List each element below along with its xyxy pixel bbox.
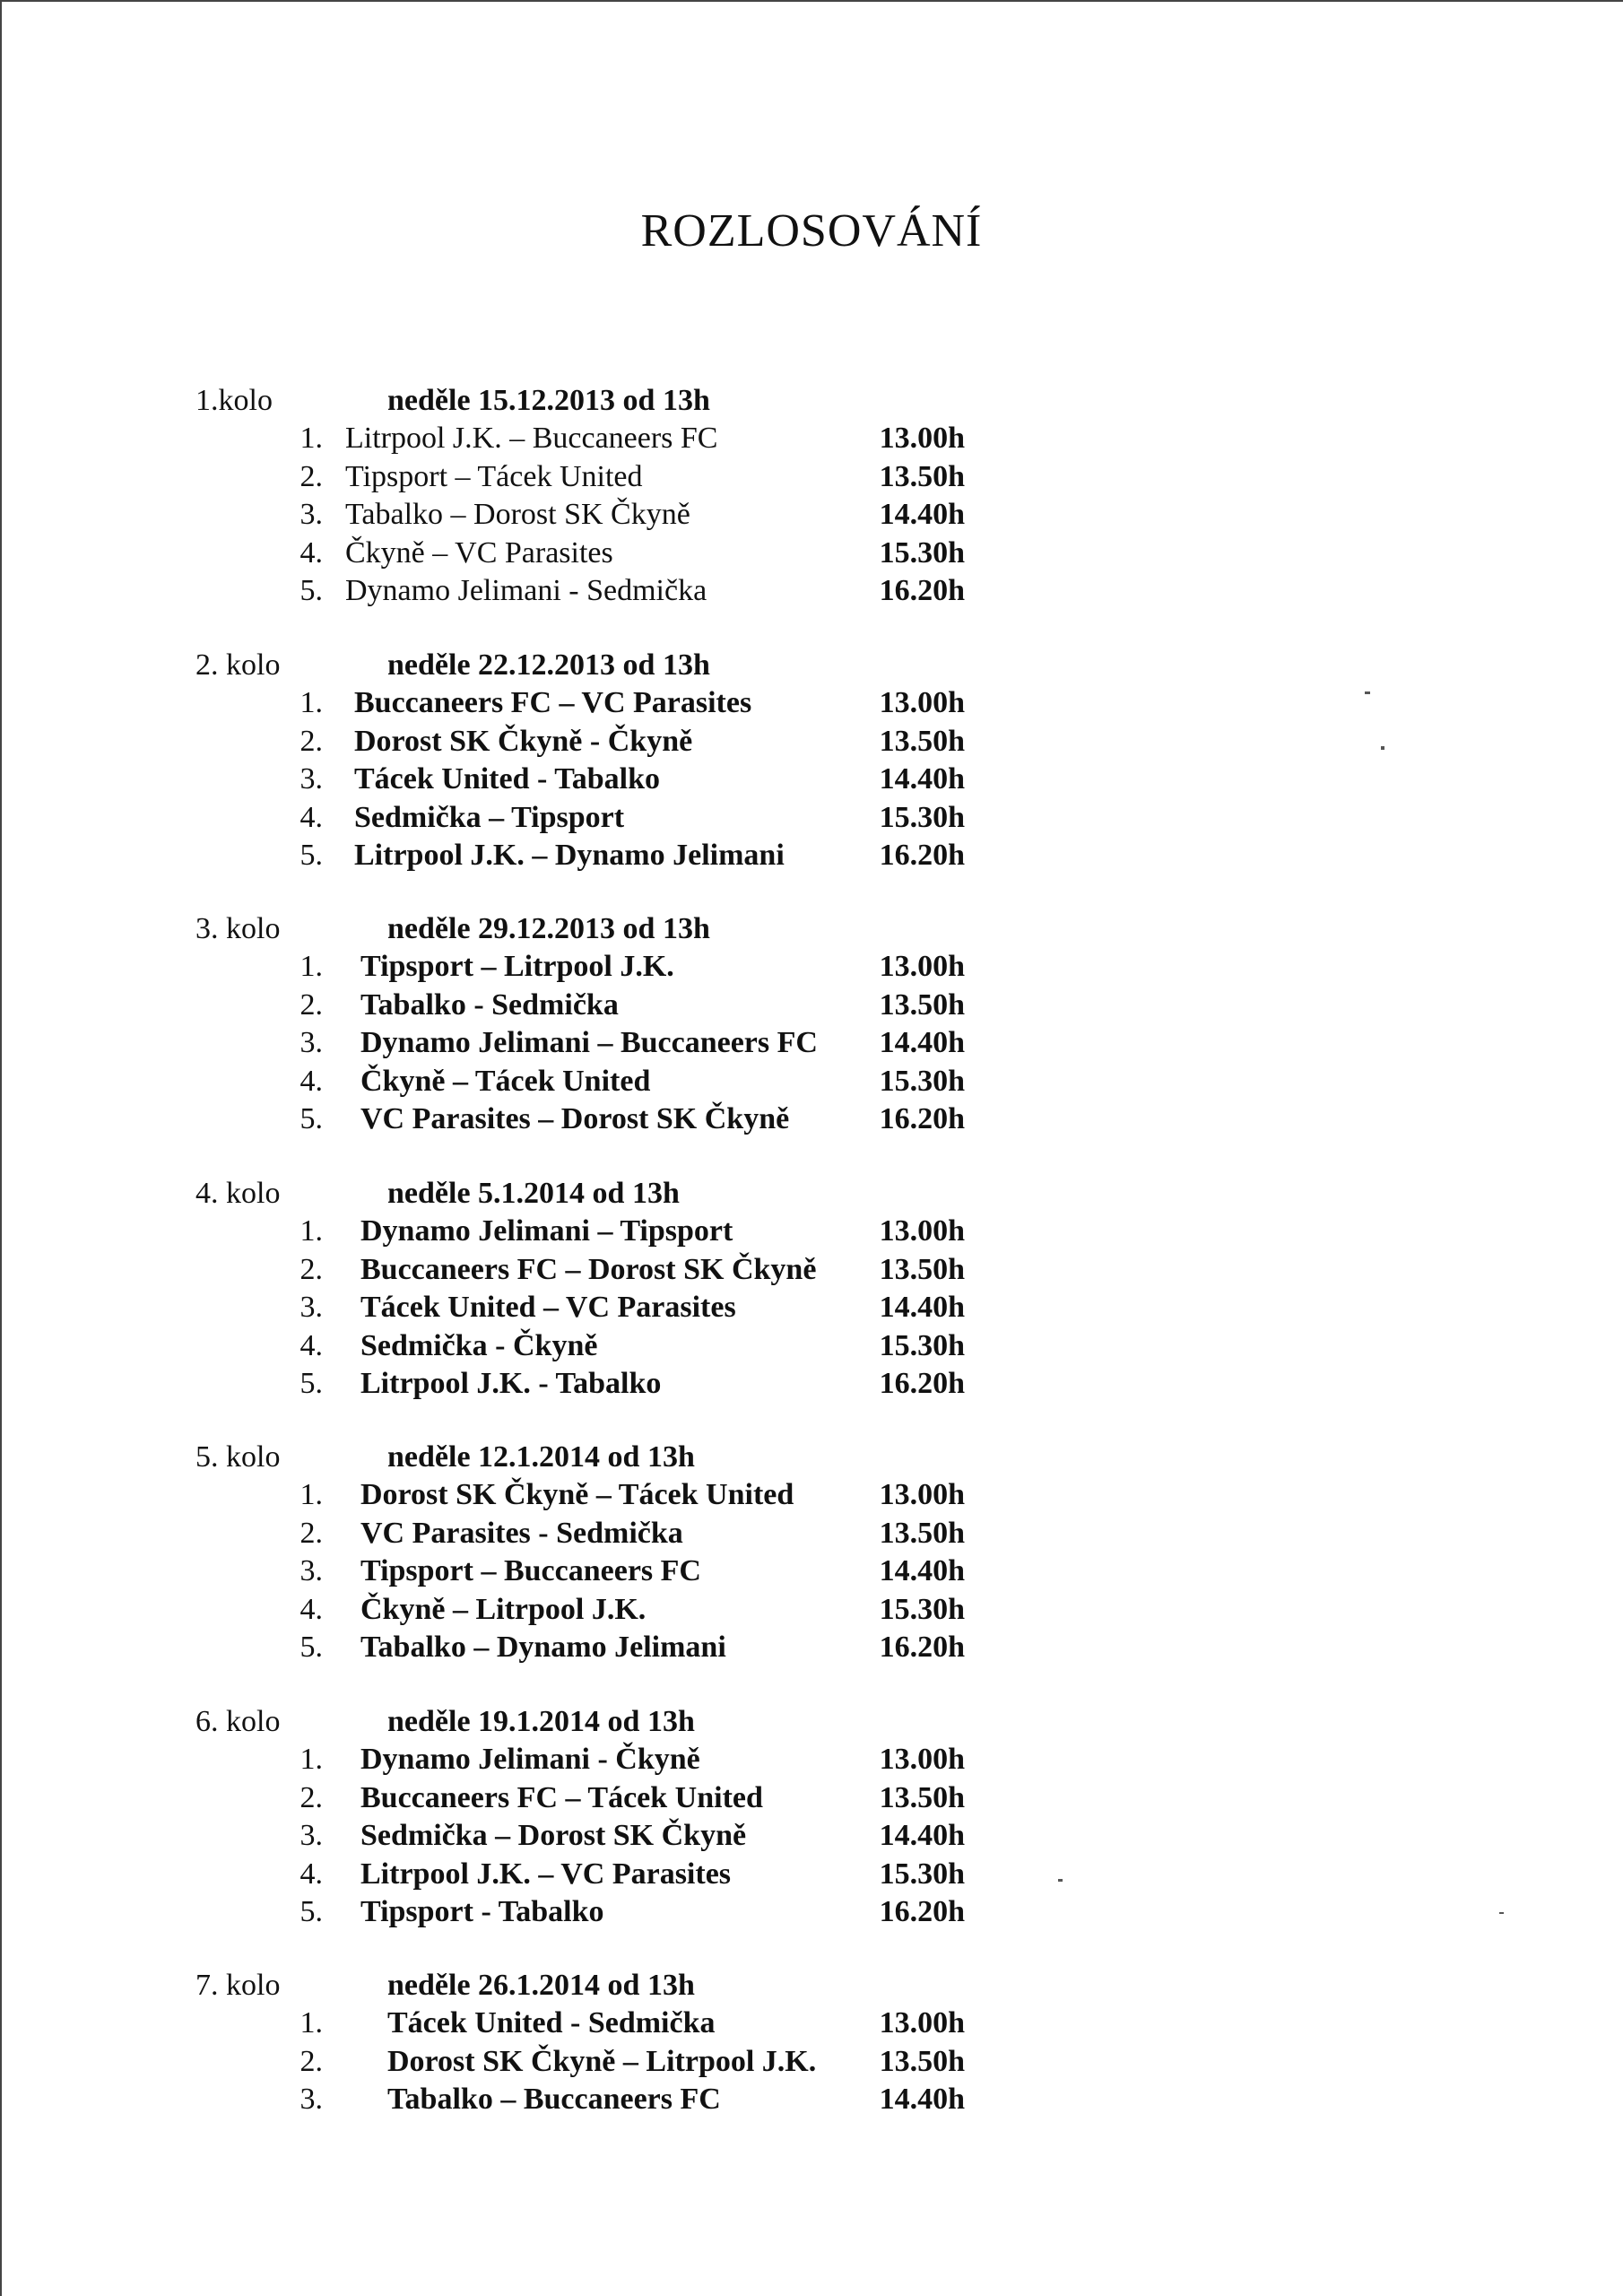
match-row — [0, 950, 1623, 988]
match-teams: Tipsport – Buccaneers FC — [360, 1554, 701, 1587]
match-number: 4. — [299, 800, 323, 834]
match-row — [0, 839, 1623, 877]
match-time: 16.20h — [879, 1367, 965, 1400]
match-teams: Tipsport - Tabalko — [360, 1895, 604, 1928]
match-number: 3. — [299, 498, 323, 531]
match-time: 15.30h — [879, 1857, 965, 1891]
round-label: 6. kolo — [195, 1705, 281, 1738]
match-time: 14.40h — [879, 1819, 965, 1852]
round-header — [0, 1440, 1623, 1478]
match-time: 13.50h — [879, 459, 965, 493]
scan-speck — [1499, 1912, 1504, 1914]
match-number: 1. — [299, 422, 323, 455]
round-date: neděle 19.1.2014 od 13h — [387, 1705, 695, 1738]
match-time: 13.50h — [879, 724, 965, 758]
match-teams: Tipsport – Litrpool J.K. — [360, 950, 674, 983]
round-label: 4. kolo — [195, 1177, 281, 1210]
match-row — [0, 762, 1623, 801]
match-row — [0, 1102, 1623, 1141]
match-time: 14.40h — [879, 1554, 965, 1587]
round-block — [0, 648, 1623, 877]
match-number: 3. — [299, 1026, 323, 1059]
match-teams: Tabalko – Buccaneers FC — [387, 2083, 721, 2116]
match-number: 1. — [299, 1478, 323, 1511]
match-number: 2. — [299, 2044, 323, 2078]
match-time: 13.00h — [879, 686, 965, 719]
match-number: 1. — [299, 1743, 323, 1776]
match-row — [0, 1593, 1623, 1631]
round-block — [0, 384, 1623, 613]
match-time: 15.30h — [879, 535, 965, 570]
match-number: 4. — [299, 1328, 323, 1362]
match-time: 16.20h — [879, 1102, 965, 1135]
round-header — [0, 648, 1623, 686]
match-teams: Dorost SK Čkyně - Čkyně — [354, 724, 693, 758]
match-teams: Tabalko – Dynamo Jelimani — [360, 1631, 726, 1664]
match-row — [0, 498, 1623, 536]
match-number: 3. — [299, 762, 323, 796]
round-block — [0, 1177, 1623, 1405]
match-time: 14.40h — [879, 762, 965, 796]
match-time: 13.00h — [879, 1478, 965, 1511]
round-label: 5. kolo — [195, 1440, 281, 1474]
match-row — [0, 1253, 1623, 1292]
match-time: 13.00h — [879, 1743, 965, 1776]
match-time: 14.40h — [879, 498, 965, 531]
match-row — [0, 686, 1623, 725]
match-number: 4. — [299, 1857, 323, 1891]
match-row — [0, 1895, 1623, 1934]
match-teams: VC Parasites - Sedmička — [360, 1516, 683, 1550]
match-time: 13.00h — [879, 950, 965, 983]
match-time: 16.20h — [879, 1631, 965, 1664]
match-teams: Čkyně – VC Parasites — [345, 535, 613, 570]
match-teams: Dynamo Jelimani - Sedmička — [345, 574, 707, 607]
match-number: 5. — [299, 839, 323, 872]
match-teams: Tácek United - Sedmička — [387, 2006, 716, 2039]
match-time: 13.50h — [879, 1252, 965, 1286]
round-label: 7. kolo — [195, 1969, 281, 2002]
match-row — [0, 1478, 1623, 1517]
round-header — [0, 1177, 1623, 1214]
match-number: 4. — [299, 1064, 323, 1098]
match-teams: Litrpool J.K. – Buccaneers FC — [345, 422, 718, 455]
match-row — [0, 1554, 1623, 1593]
scan-speck — [1365, 691, 1370, 694]
match-teams: VC Parasites – Dorost SK Čkyně — [360, 1102, 790, 1135]
match-number: 1. — [299, 2006, 323, 2039]
match-teams: Dynamo Jelimani - Čkyně — [360, 1743, 700, 1776]
round-date: neděle 29.12.2013 od 13h — [387, 912, 710, 945]
match-number: 4. — [299, 535, 323, 570]
match-row — [0, 1857, 1623, 1896]
match-teams: Buccaneers FC – Dorost SK Čkyně — [360, 1252, 817, 1286]
round-label: 2. kolo — [195, 648, 281, 682]
match-teams: Čkyně – Tácek United — [360, 1064, 651, 1098]
scan-speck — [1381, 746, 1384, 750]
match-time: 13.50h — [879, 1516, 965, 1550]
match-teams: Dynamo Jelimani – Buccaneers FC — [360, 1026, 818, 1059]
match-time: 16.20h — [879, 839, 965, 872]
match-number: 2. — [299, 724, 323, 758]
match-time: 13.50h — [879, 987, 965, 1022]
match-time: 15.30h — [879, 1328, 965, 1362]
match-number: 3. — [299, 2083, 323, 2116]
match-teams: Sedmička - Čkyně — [360, 1328, 598, 1362]
match-teams: Sedmička – Dorost SK Čkyně — [360, 1819, 747, 1852]
match-teams: Litrpool J.K. - Tabalko — [360, 1367, 662, 1400]
match-teams: Dorost SK Čkyně – Tácek United — [360, 1478, 794, 1511]
match-number: 2. — [299, 459, 323, 493]
match-row — [0, 2083, 1623, 2121]
round-header — [0, 1705, 1623, 1743]
match-time: 14.40h — [879, 2083, 965, 2116]
match-row — [0, 1367, 1623, 1405]
round-block — [0, 1705, 1623, 1934]
match-number: 3. — [299, 1554, 323, 1587]
scan-left-edge — [0, 0, 2, 2296]
match-number: 5. — [299, 1895, 323, 1928]
match-teams: Tácek United - Tabalko — [354, 762, 661, 796]
match-number: 1. — [299, 1214, 323, 1248]
round-label: 3. kolo — [195, 912, 281, 945]
match-teams: Litrpool J.K. – VC Parasites — [360, 1857, 732, 1891]
match-row — [0, 1781, 1623, 1820]
match-teams: Dorost SK Čkyně – Litrpool J.K. — [387, 2044, 817, 2078]
match-time: 14.40h — [879, 1291, 965, 1324]
match-number: 3. — [299, 1819, 323, 1852]
match-teams: Tácek United – VC Parasites — [360, 1291, 736, 1324]
match-time: 15.30h — [879, 1064, 965, 1098]
match-time: 15.30h — [879, 1592, 965, 1626]
round-date: neděle 22.12.2013 od 13h — [387, 648, 710, 682]
round-label: 1.kolo — [195, 384, 273, 417]
match-teams: Litrpool J.K. – Dynamo Jelimani — [354, 839, 785, 872]
scan-top-edge — [0, 0, 1623, 2]
match-number: 1. — [299, 950, 323, 983]
match-row — [0, 988, 1623, 1027]
scan-speck — [1058, 1879, 1063, 1882]
page-title: ROZLOSOVÁNÍ — [640, 205, 983, 257]
match-row — [0, 574, 1623, 613]
match-time: 13.50h — [879, 1780, 965, 1814]
match-row — [0, 1517, 1623, 1555]
match-row — [0, 536, 1623, 575]
match-row — [0, 1065, 1623, 1103]
match-row — [0, 2006, 1623, 2045]
match-teams: Buccaneers FC – Tácek United — [360, 1780, 763, 1814]
match-number: 5. — [299, 1102, 323, 1135]
match-number: 5. — [299, 1631, 323, 1664]
match-time: 13.50h — [879, 2044, 965, 2078]
match-row — [0, 725, 1623, 763]
match-teams: Čkyně – Litrpool J.K. — [360, 1592, 647, 1626]
match-row — [0, 1026, 1623, 1065]
match-number: 5. — [299, 574, 323, 607]
match-number: 2. — [299, 1516, 323, 1550]
round-date: neděle 12.1.2014 od 13h — [387, 1440, 695, 1474]
round-block — [0, 1440, 1623, 1669]
round-date: neděle 15.12.2013 od 13h — [387, 384, 710, 417]
match-time: 16.20h — [879, 1895, 965, 1928]
match-number: 2. — [299, 1780, 323, 1814]
match-number: 1. — [299, 686, 323, 719]
round-date: neděle 26.1.2014 od 13h — [387, 1969, 695, 2002]
round-date: neděle 5.1.2014 od 13h — [387, 1177, 680, 1210]
match-number: 2. — [299, 1252, 323, 1286]
round-header — [0, 912, 1623, 950]
match-row — [0, 2045, 1623, 2083]
match-number: 5. — [299, 1367, 323, 1400]
match-teams: Tabalko – Dorost SK Čkyně — [345, 498, 690, 531]
match-number: 2. — [299, 987, 323, 1022]
match-teams: Tabalko - Sedmička — [360, 987, 619, 1022]
match-teams: Buccaneers FC – VC Parasites — [354, 686, 752, 719]
match-time: 13.00h — [879, 2006, 965, 2039]
match-time: 13.00h — [879, 1214, 965, 1248]
match-teams: Sedmička – Tipsport — [354, 800, 625, 834]
match-time: 16.20h — [879, 574, 965, 607]
round-block — [0, 912, 1623, 1141]
match-number: 3. — [299, 1291, 323, 1324]
match-row — [0, 1291, 1623, 1329]
match-teams: Dynamo Jelimani – Tipsport — [360, 1214, 733, 1248]
match-time: 14.40h — [879, 1026, 965, 1059]
match-row — [0, 460, 1623, 499]
match-row — [0, 1329, 1623, 1368]
match-row — [0, 1743, 1623, 1781]
round-block — [0, 1969, 1623, 2121]
round-header — [0, 1969, 1623, 2006]
match-row — [0, 801, 1623, 839]
round-header — [0, 384, 1623, 422]
match-row — [0, 1214, 1623, 1253]
match-teams: Tipsport – Tácek United — [345, 459, 643, 493]
match-number: 4. — [299, 1592, 323, 1626]
match-time: 15.30h — [879, 800, 965, 834]
match-time: 13.00h — [879, 422, 965, 455]
match-row — [0, 422, 1623, 460]
match-row — [0, 1819, 1623, 1857]
match-row — [0, 1631, 1623, 1669]
